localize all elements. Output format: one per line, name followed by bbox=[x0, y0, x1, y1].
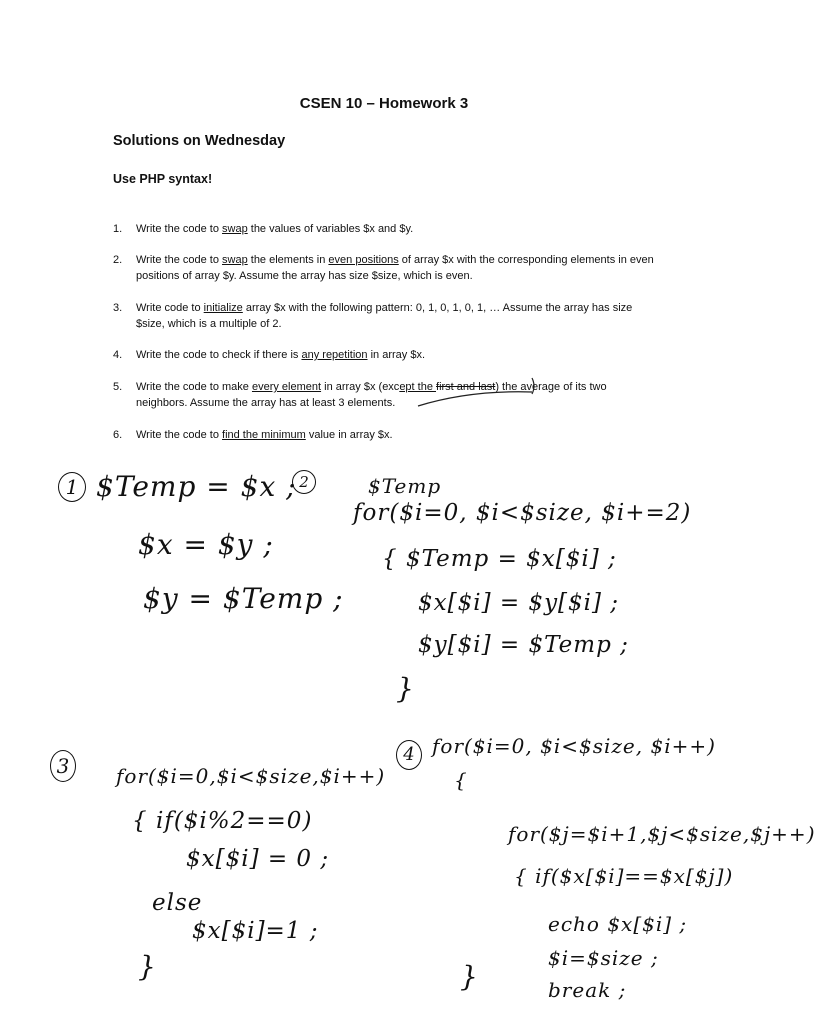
answer-4-number: 4 bbox=[396, 740, 422, 770]
underlined-term: swap bbox=[222, 223, 248, 235]
question-text: Write the code to bbox=[136, 254, 223, 266]
answer-3-line: $x[$i] = 0 ; bbox=[186, 846, 330, 872]
struck-term: first and last bbox=[436, 381, 496, 393]
answer-4-line: break ; bbox=[548, 978, 627, 1002]
underlined-term: even positions bbox=[328, 254, 399, 266]
question-text: in array $x (exc bbox=[321, 381, 400, 393]
question-text: value in array $x. bbox=[305, 429, 393, 441]
underlined-term: every element bbox=[251, 381, 322, 393]
answer-1-line: $Temp = $x ; bbox=[96, 470, 297, 503]
answer-2-line: { $Temp = $x[$i] ; bbox=[382, 546, 617, 572]
underlined-term: initialize bbox=[203, 302, 243, 314]
instruction-text: Use PHP syntax! bbox=[113, 172, 213, 186]
document-title: CSEN 10 – Homework 3 bbox=[299, 95, 469, 112]
question-number: 3. bbox=[113, 302, 123, 314]
answer-2-line: $Temp bbox=[368, 474, 442, 498]
answer-4-line: for($i=0, $i<$size, $i++) bbox=[432, 734, 716, 758]
answer-4-line: { bbox=[454, 768, 468, 792]
answer-3-number: 3 bbox=[50, 750, 76, 782]
question-text: the values of variables $x and $y. bbox=[247, 223, 414, 235]
question-text: the elements in bbox=[247, 254, 329, 266]
question-text: Write the code to check if there is bbox=[136, 349, 302, 361]
answer-3-line: else bbox=[152, 890, 203, 916]
underlined-term: find the minimum bbox=[222, 429, 306, 441]
answer-2-line: $x[$i] = $y[$i] ; bbox=[418, 590, 620, 616]
question-text: array $x with the following pattern: 0, 1, 0, 1, 0, 1, … Assume the array has size $size, which is a multiple of 2. bbox=[136, 302, 633, 330]
answer-2-number: 2 bbox=[292, 470, 316, 494]
underlined-term: swap bbox=[222, 254, 248, 266]
question-text: Write the code to make bbox=[136, 381, 252, 393]
answer-2-line: $y[$i] = $Temp ; bbox=[418, 632, 629, 658]
question-number: 4. bbox=[113, 349, 123, 361]
question-number: 1. bbox=[113, 223, 123, 235]
answer-4-line: for($j=$i+1,$j<$size,$j++) bbox=[508, 822, 816, 846]
question-number: 6. bbox=[113, 429, 123, 441]
question-text: of array $x with the corresponding elements in even positions of array $y. Assume the array has size $size, which is even. bbox=[136, 254, 654, 282]
answer-2-line: for($i=0, $i<$size, $i+=2) bbox=[353, 500, 692, 526]
answer-4-line: echo $x[$i] ; bbox=[548, 912, 688, 936]
answer-4-line: $i=$size ; bbox=[548, 946, 659, 970]
answer-3-line: $x[$i]=1 ; bbox=[192, 918, 319, 944]
question-text: in array $x. bbox=[367, 349, 425, 361]
answer-3-line: for($i=0,$i<$size,$i++) bbox=[116, 764, 386, 788]
question-text: ) the average of its two neighbors. Assume the array has at least 3 elements. bbox=[136, 381, 607, 409]
answer-1-line: $y = $Temp ; bbox=[143, 582, 344, 615]
document-subtitle: Solutions on Wednesday bbox=[113, 133, 286, 149]
question-text: Write the code to bbox=[136, 223, 223, 235]
question-text: Write code to bbox=[136, 302, 204, 314]
answer-2-line: } bbox=[396, 672, 415, 705]
underlined-term: any repetition bbox=[301, 349, 368, 361]
question-text: Write the code to bbox=[136, 429, 223, 441]
answer-1-number: 1 bbox=[58, 472, 86, 502]
answer-4-line: } bbox=[460, 960, 479, 993]
question-number: 2. bbox=[113, 254, 123, 266]
answer-3-line: } bbox=[138, 950, 157, 983]
underlined-term: ept the bbox=[399, 381, 437, 393]
answer-3-line: { if($i%2==0) bbox=[132, 808, 313, 834]
answer-4-line: { if($x[$i]==$x[$j]) bbox=[514, 864, 734, 888]
question-number: 5. bbox=[113, 381, 123, 393]
answer-1-line: $x = $y ; bbox=[138, 528, 274, 561]
